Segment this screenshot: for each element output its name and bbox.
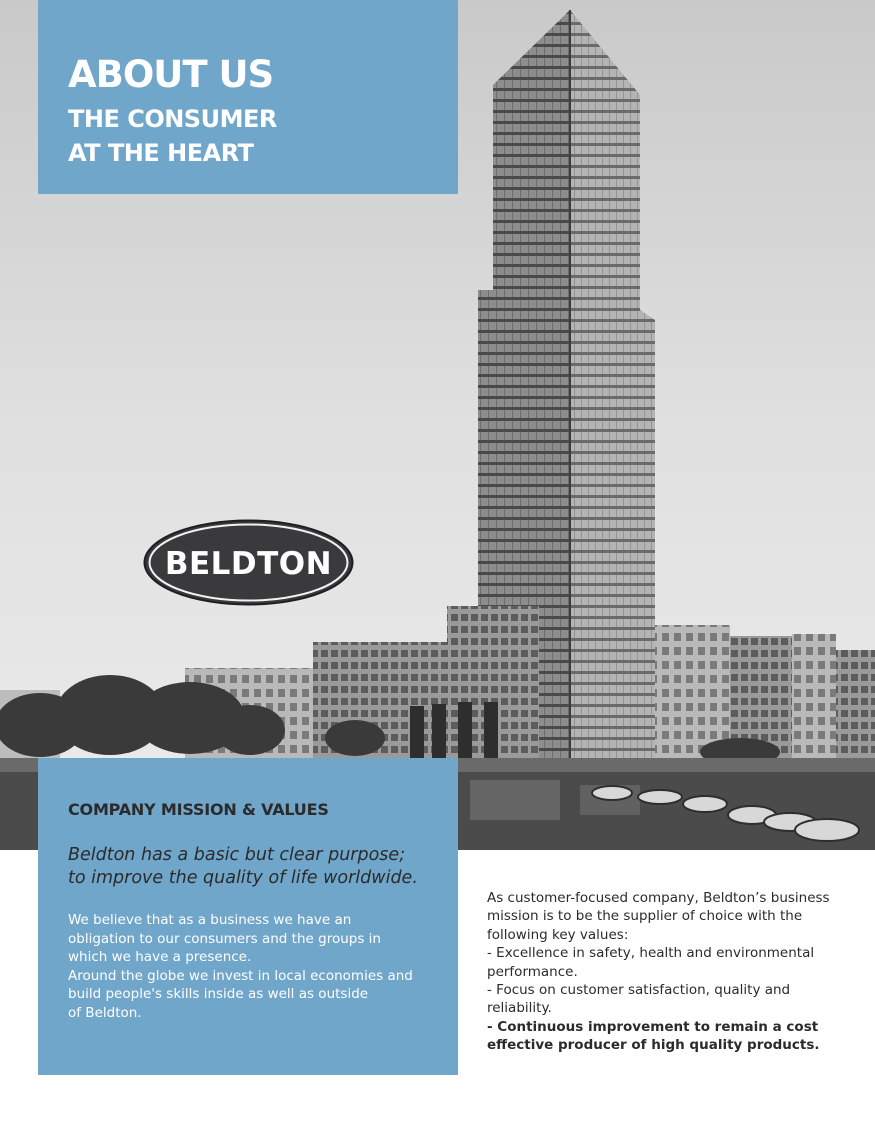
values-line-bold: - Continuous improvement to remain a cost [487,1018,819,1035]
mission-body-line: which we have a presence. [68,949,252,965]
mission-body [68,911,448,1022]
mission-body-line: obligation to our consumers and the groups in [68,930,381,947]
beldton-oval-logo [143,519,354,606]
values-line-bold: effective producer of high quality products. [487,1037,820,1054]
mission-body-line: of Beldton. [68,1004,142,1021]
mission-heading: COMPANY MISSION & VALUES [68,800,329,819]
about-us-header-box [38,0,458,194]
values-line: As customer-focused company, Beldton’s business [487,890,830,906]
values-line: mission is to be the supplier of choice with the [487,908,803,925]
values-line: - Excellence in safety, health and environmental [487,945,815,962]
page-title: ABOUT US [68,53,274,96]
values-line: - Focus on customer satisfaction, quality and [487,982,791,999]
mission-body-line: Around the globe we invest in local economies and [68,967,413,984]
mission-body-line: build people's skills inside as well as outside [68,986,369,1002]
mission-purpose [68,844,448,890]
subtitle-line-1: THE CONSUMER [68,105,277,133]
key-values-column [487,889,847,1055]
page-subtitle [68,102,277,170]
logo-text: BELDTON [164,546,333,582]
subtitle-line-2: AT THE HEART [68,139,254,167]
purpose-line: Beldton has a basic but clear purpose; [68,845,406,865]
mission-body-line: We believe that as a business we have an [68,912,352,928]
values-line: reliability. [487,1000,552,1017]
values-line: performance. [487,963,578,980]
mission-box [38,758,458,1075]
purpose-line: to improve the quality of life worldwide. [68,868,418,888]
values-line: following key values: [487,926,629,943]
